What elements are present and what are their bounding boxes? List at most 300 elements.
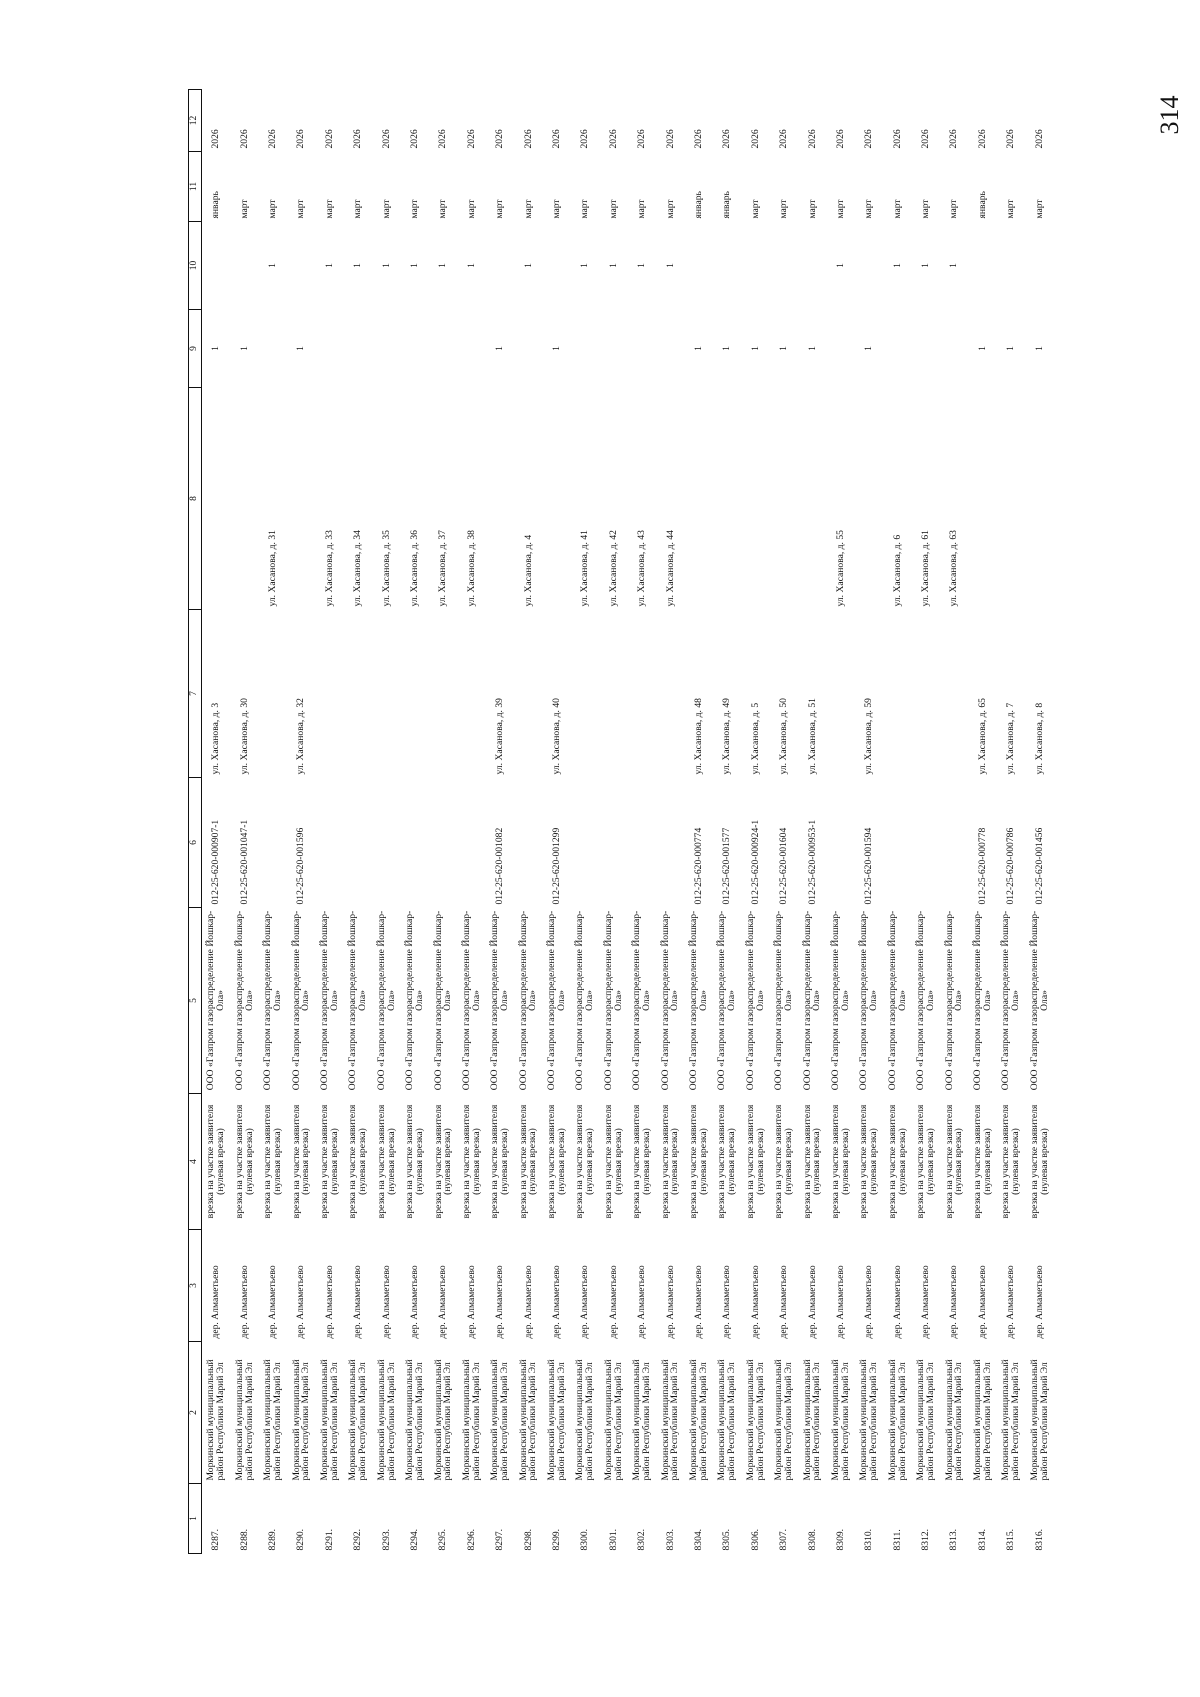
village-cell: дер. Алмаметьево [891,1265,903,1339]
quantity-alt-cell: 1 [409,263,421,268]
address-cell [458,610,486,778]
row-number: 8301. [607,1528,619,1551]
address-alt-cell: ул. Хасанова, д. 42 [607,530,619,607]
work-type-cell: врезка на участке заявителя (нулевая врезка) [404,1104,425,1219]
year-cell: 2026 [891,129,903,149]
work-type-cell: врезка на участке заявителя (нулевая врезка) [546,1104,567,1219]
village-cell: дер. Алмаметьево [1005,1265,1017,1339]
village-cell: дер. Алмаметьево [920,1265,932,1339]
quantity-cell: 1 [1005,346,1017,351]
district-cell: Моркинский муниципальный район Республики Марий Эл [971,1359,993,1481]
year-cell: 2026 [494,129,506,149]
quantity-alt-cell [798,222,826,310]
quantity-alt-cell [741,222,769,310]
row-number: 8288. [238,1528,250,1551]
quantity-cell [514,310,542,388]
table-row [599,90,627,1554]
quantity-cell [458,310,486,388]
month-cell: март [267,199,279,219]
page-number: 314 [1155,95,1184,135]
village-cell: дер. Алмаметьево [778,1265,790,1339]
quantity-cell: 1 [692,346,704,351]
month-cell: март [323,199,335,219]
work-type-cell: врезка на участке заявителя (нулевая врезка) [971,1104,993,1219]
address-cell: ул. Хасанова, д. 7 [1005,702,1017,775]
address-alt-cell: ул. Хасанова, д. 4 [522,534,534,607]
quantity-alt-cell [969,222,997,310]
table-row [344,90,372,1554]
month-cell: март [948,199,960,219]
quantity-alt-cell: 1 [607,263,619,268]
address-alt-cell [486,388,514,610]
organization-cell: ООО «Газпром газораспределение Йошкар-Ола» [546,910,567,1091]
month-cell: март [1005,199,1017,219]
district-cell: Моркинский муниципальный район Республики Марий Эл [574,1359,596,1481]
table-row [401,90,429,1554]
address-alt-cell: ул. Хасанова, д. 41 [579,530,591,607]
work-type-cell: врезка на участке заявителя (нулевая врезка) [318,1104,340,1219]
quantity-alt-cell [230,222,258,310]
table-row [827,90,855,1554]
year-cell: 2026 [465,129,477,149]
year-cell: 2026 [238,129,250,149]
work-type-cell: врезка на участке заявителя (нулевая врезка) [1000,1104,1022,1219]
row-number: 8308. [806,1528,818,1551]
village-cell: дер. Алмаметьево [295,1265,307,1339]
district-cell: Моркинский муниципальный район Республики Марий Эл [432,1359,454,1481]
quantity-cell: 1 [976,346,988,351]
address-alt-cell [713,388,741,610]
village-cell: дер. Алмаметьево [380,1265,392,1339]
work-type-cell: врезка на участке заявителя (нулевая врезка) [574,1104,596,1219]
village-cell: дер. Алмаметьево [692,1265,704,1339]
register-table [188,89,1054,1554]
table-row [713,90,741,1554]
village-cell: дер. Алмаметьево [550,1265,562,1339]
address-alt-cell: ул. Хасанова, д. 61 [920,530,932,607]
year-cell: 2026 [1033,129,1045,149]
header-cell: 4 [189,1094,202,1230]
address-alt-cell: ул. Хасанова, д. 63 [948,530,960,607]
quantity-alt-cell: 1 [267,263,279,268]
month-cell: март [1033,199,1045,219]
work-type-cell: врезка на участке заявителя (нулевая врезка) [801,1104,823,1219]
table-row [571,90,599,1554]
district-cell: Моркинский муниципальный район Республики Марий Эл [262,1359,283,1481]
address-cell [912,610,940,778]
quantity-cell [599,310,627,388]
header-cell: 6 [189,778,202,908]
village-cell: дер. Алмаметьево [494,1265,506,1339]
table-row [259,90,287,1554]
village-cell: дер. Алмаметьево [238,1265,250,1339]
district-cell: Моркинский муниципальный район Республики Марий Эл [773,1359,794,1481]
quantity-cell [912,310,940,388]
quantity-alt-cell: 1 [636,263,648,268]
month-cell: март [636,199,648,219]
address-cell: ул. Хасанова, д. 40 [550,698,562,775]
table-row [372,90,400,1554]
table-row [685,90,713,1554]
work-type-cell: врезка на участке заявителя (нулевая врезка) [830,1104,851,1219]
quantity-alt-cell: 1 [352,263,364,268]
year-cell: 2026 [267,129,279,149]
address-alt-cell [1025,388,1053,610]
month-cell: март [749,199,761,219]
organization-cell: ООО «Газпром газораспределение Йошкар-Ола» [915,910,936,1091]
application-code-cell [259,778,287,908]
month-cell: январь [976,191,988,219]
organization-cell: ООО «Газпром газораспределение Йошкар-Ола» [205,910,227,1091]
month-cell: март [806,199,818,219]
address-cell: ул. Хасанова, д. 3 [210,702,222,775]
quantity-cell [401,310,429,388]
district-cell: Моркинский муниципальный район Республики Марий Эл [858,1359,880,1481]
month-cell: март [579,199,591,219]
organization-cell: ООО «Газпром газораспределение Йошкар-Ола» [1028,910,1050,1091]
village-cell: дер. Алмаметьево [721,1265,733,1339]
header-cell: 2 [189,1342,202,1484]
work-type-cell: врезка на участке заявителя (нулевая врезка) [233,1104,255,1219]
organization-cell: ООО «Газпром газораспределение Йошкар-Ола» [460,910,482,1091]
year-cell: 2026 [607,129,619,149]
address-cell [401,610,429,778]
work-type-cell: врезка на участке заявителя (нулевая врезка) [631,1104,653,1219]
row-number: 8316. [1033,1528,1045,1551]
address-alt-cell: ул. Хасанова, д. 31 [267,530,279,607]
table-row [230,90,258,1554]
address-cell [827,610,855,778]
row-number: 8296. [465,1528,477,1551]
application-code-cell: 012-25-620-000778 [976,827,988,905]
table-row [798,90,826,1554]
work-type-cell: врезка на участке заявителя (нулевая врезка) [290,1104,312,1219]
address-alt-cell [855,388,883,610]
year-cell: 2026 [920,129,932,149]
year-cell: 2026 [692,129,704,149]
year-cell: 2026 [806,129,818,149]
quantity-alt-cell [202,222,231,310]
application-code-cell: 012-25-620-000774 [692,827,704,905]
address-alt-cell [770,388,798,610]
organization-cell: ООО «Газпром газораспределение Йошкар-Ола» [744,910,766,1091]
year-cell: 2026 [522,129,534,149]
application-code-cell: 012-25-620-001594 [863,827,875,905]
header-cell: 8 [189,388,202,610]
quantity-cell [883,310,911,388]
district-cell: Моркинский муниципальный район Республики Марий Эл [546,1359,567,1481]
table-row [486,90,514,1554]
quantity-alt-cell [713,222,741,310]
quantity-alt-cell: 1 [437,263,449,268]
application-code-cell: 012-25-620-001082 [494,827,506,905]
address-alt-cell: ул. Хасанова, д. 37 [437,530,449,607]
village-cell: дер. Алмаметьево [1033,1265,1045,1339]
village-cell: дер. Алмаметьево [749,1265,761,1339]
organization-cell: ООО «Газпром газораспределение Йошкар-Ола» [574,910,596,1091]
village-cell: дер. Алмаметьево [465,1265,477,1339]
work-type-cell: врезка на участке заявителя (нулевая врезка) [460,1104,482,1219]
month-cell: март [437,199,449,219]
application-code-cell [912,778,940,908]
organization-cell: ООО «Газпром газораспределение Йошкар-Ола» [886,910,908,1091]
application-code-cell: 012-25-620-000907-1 [210,819,222,905]
row-number: 8294. [409,1528,421,1551]
table-row [316,90,344,1554]
address-alt-cell: ул. Хасанова, д. 34 [352,530,364,607]
month-cell: март [238,199,250,219]
address-alt-cell: ул. Хасанова, д. 44 [664,530,676,607]
village-cell: дер. Алмаметьево [636,1265,648,1339]
address-alt-cell [543,388,571,610]
address-cell [372,610,400,778]
quantity-cell: 1 [550,346,562,351]
address-alt-cell [997,388,1025,610]
year-cell: 2026 [437,129,449,149]
quantity-cell: 1 [806,346,818,351]
application-code-cell: 012-25-620-000953-1 [806,819,818,905]
village-cell: дер. Алмаметьево [323,1265,335,1339]
application-code-cell: 012-25-620-001299 [550,827,562,905]
table-row [940,90,968,1554]
header-cell: 7 [189,610,202,778]
work-type-cell: врезка на участке заявителя (нулевая врезка) [659,1104,681,1219]
application-code-cell: 012-25-620-001577 [721,827,733,905]
month-cell: март [295,199,307,219]
address-alt-cell: ул. Хасанова, д. 35 [380,530,392,607]
quantity-alt-cell [486,222,514,310]
work-type-cell: врезка на участке заявителя (нулевая врезка) [602,1104,624,1219]
header-cell: 12 [189,90,202,152]
village-cell: дер. Алмаметьево [834,1265,846,1339]
row-number: 8310. [863,1528,875,1551]
address-alt-cell: ул. Хасанова, д. 43 [636,530,648,607]
address-cell: ул. Хасанова, д. 51 [806,698,818,775]
application-code-cell [827,778,855,908]
district-cell: Моркинский муниципальный район Республики Марий Эл [290,1359,312,1481]
district-cell: Моркинский муниципальный район Республики Марий Эл [915,1359,936,1481]
table-row [429,90,457,1554]
organization-cell: ООО «Газпром газораспределение Йошкар-Ола» [290,910,312,1091]
year-cell: 2026 [323,129,335,149]
address-alt-cell [202,388,231,610]
work-type-cell: врезка на участке заявителя (нулевая врезка) [432,1104,454,1219]
village-cell: дер. Алмаметьево [976,1265,988,1339]
application-code-cell [628,778,656,908]
district-cell: Моркинский муниципальный район Республики Марий Эл [943,1359,965,1481]
row-number: 8313. [948,1528,960,1551]
district-cell: Моркинский муниципальный район Республики Марий Эл [517,1359,539,1481]
work-type-cell: врезка на участке заявителя (нулевая врезка) [347,1104,369,1219]
quantity-cell [344,310,372,388]
district-cell: Моркинский муниципальный район Республики Марий Эл [489,1359,511,1481]
quantity-alt-cell [287,222,315,310]
address-alt-cell [969,388,997,610]
table-row [883,90,911,1554]
organization-cell: ООО «Газпром газораспределение Йошкар-Ола» [602,910,624,1091]
district-cell: Моркинский муниципальный район Республики Марий Эл [659,1359,681,1481]
district-cell: Моркинский муниципальный район Республики Марий Эл [744,1359,766,1481]
table-row [656,90,684,1554]
quantity-alt-cell [543,222,571,310]
organization-cell: ООО «Газпром газораспределение Йошкар-Ола» [517,910,539,1091]
organization-cell: ООО «Газпром газораспределение Йошкар-Ола» [801,910,823,1091]
quantity-cell [656,310,684,388]
quantity-cell: 1 [238,346,250,351]
address-cell: ул. Хасанова, д. 5 [749,702,761,775]
quantity-cell [259,310,287,388]
application-code-cell [514,778,542,908]
address-cell: ул. Хасанова, д. 8 [1033,702,1045,775]
quantity-cell [571,310,599,388]
year-cell: 2026 [380,129,392,149]
work-type-cell: врезка на участке заявителя (нулевая врезка) [886,1104,908,1219]
table-row [969,90,997,1554]
quantity-alt-cell: 1 [664,263,676,268]
quantity-cell: 1 [210,346,222,351]
year-cell: 2026 [1005,129,1017,149]
district-cell: Моркинский муниципальный район Республики Марий Эл [375,1359,397,1481]
work-type-cell: врезка на участке заявителя (нулевая врезка) [773,1104,794,1219]
district-cell: Моркинский муниципальный район Республики Марий Эл [233,1359,255,1481]
work-type-cell: врезка на участке заявителя (нулевая врезка) [744,1104,766,1219]
row-number: 8293. [380,1528,392,1551]
quantity-alt-cell: 1 [579,263,591,268]
row-number: 8300. [579,1528,591,1551]
organization-cell: ООО «Газпром газораспределение Йошкар-Ола» [404,910,425,1091]
organization-cell: ООО «Газпром газораспределение Йошкар-Ола» [688,910,709,1091]
village-cell: дер. Алмаметьево [437,1265,449,1339]
address-alt-cell [741,388,769,610]
address-cell: ул. Хасанова, д. 39 [494,698,506,775]
address-cell [940,610,968,778]
address-cell [316,610,344,778]
row-number: 8302. [636,1528,648,1551]
row-number: 8290. [295,1528,307,1551]
district-cell: Моркинский муниципальный район Республики Марий Эл [460,1359,482,1481]
row-number: 8304. [692,1528,704,1551]
quantity-cell: 1 [494,346,506,351]
address-alt-cell: ул. Хасанова, д. 6 [891,534,903,607]
address-alt-cell: ул. Хасанова, д. 36 [409,530,421,607]
address-cell [259,610,287,778]
month-cell: март [778,199,790,219]
organization-cell: ООО «Газпром газораспределение Йошкар-Ола» [659,910,681,1091]
address-alt-cell: ул. Хасанова, д. 55 [834,530,846,607]
register-body [189,90,1054,1554]
district-cell: Моркинский муниципальный район Республики Марий Эл [830,1359,851,1481]
address-cell [571,610,599,778]
village-cell: дер. Алмаметьево [409,1265,421,1339]
quantity-alt-cell: 1 [834,263,846,268]
application-code-cell [940,778,968,908]
village-cell: дер. Алмаметьево [267,1265,279,1339]
organization-cell: ООО «Газпром газораспределение Йошкар-Ола» [971,910,993,1091]
address-alt-cell [798,388,826,610]
row-number: 8298. [522,1528,534,1551]
work-type-cell: врезка на участке заявителя (нулевая врезка) [375,1104,397,1219]
quantity-alt-cell: 1 [522,263,534,268]
year-cell: 2026 [778,129,790,149]
application-code-cell: 012-25-620-001596 [295,827,307,905]
village-cell: дер. Алмаметьево [522,1265,534,1339]
quantity-alt-cell: 1 [380,263,392,268]
header-cell: 3 [189,1230,202,1342]
table-row [912,90,940,1554]
year-cell: 2026 [636,129,648,149]
month-cell: март [465,199,477,219]
application-code-cell [599,778,627,908]
application-code-cell [344,778,372,908]
work-type-cell: врезка на участке заявителя (нулевая врезка) [489,1104,511,1219]
quantity-alt-cell [770,222,798,310]
organization-cell: ООО «Газпром газораспределение Йошкар-Ола» [716,910,738,1091]
address-alt-cell [685,388,713,610]
quantity-alt-cell: 1 [891,263,903,268]
village-cell: дер. Алмаметьево [664,1265,676,1339]
quantity-cell [429,310,457,388]
quantity-cell [827,310,855,388]
application-code-cell: 012-25-620-000786 [1005,827,1017,905]
table-row [514,90,542,1554]
address-cell [599,610,627,778]
month-cell: март [409,199,421,219]
address-cell [514,610,542,778]
application-code-cell: 012-25-620-000924-1 [749,819,761,905]
village-cell: дер. Алмаметьево [579,1265,591,1339]
month-cell: март [891,199,903,219]
quantity-cell [628,310,656,388]
row-number: 8297. [494,1528,506,1551]
year-cell: 2026 [834,129,846,149]
address-cell: ул. Хасанова, д. 32 [295,698,307,775]
address-cell [628,610,656,778]
table-row [202,90,231,1554]
month-cell: март [352,199,364,219]
header-cell: 5 [189,908,202,1094]
year-cell: 2026 [863,129,875,149]
address-cell: ул. Хасанова, д. 49 [721,698,733,775]
quantity-cell: 1 [778,346,790,351]
work-type-cell: врезка на участке заявителя (нулевая врезка) [716,1104,738,1219]
quantity-alt-cell: 1 [323,263,335,268]
month-cell: март [380,199,392,219]
table-row [287,90,315,1554]
rotated-register-table [188,90,1073,1554]
work-type-cell: врезка на участке заявителя (нулевая врезка) [1028,1104,1050,1219]
table-row [741,90,769,1554]
table-row [997,90,1025,1554]
address-cell [656,610,684,778]
district-cell: Моркинский муниципальный район Республики Марий Эл [1000,1359,1022,1481]
year-cell: 2026 [721,129,733,149]
year-cell: 2026 [976,129,988,149]
table-row [458,90,486,1554]
organization-cell: ООО «Газпром газораспределение Йошкар-Ола» [773,910,794,1091]
year-cell: 2026 [295,129,307,149]
address-alt-cell: ул. Хасанова, д. 38 [465,530,477,607]
quantity-cell: 1 [721,346,733,351]
organization-cell: ООО «Газпром газораспределение Йошкар-Ола» [631,910,653,1091]
quantity-cell [940,310,968,388]
district-cell: Моркинский муниципальный район Республики Марий Эл [688,1359,709,1481]
application-code-cell: 012-25-620-001047-1 [238,819,250,905]
row-number: 8303. [664,1528,676,1551]
application-code-cell [372,778,400,908]
quantity-cell [372,310,400,388]
row-number: 8314. [976,1528,988,1551]
organization-cell: ООО «Газпром газораспределение Йошкар-Ола» [830,910,851,1091]
